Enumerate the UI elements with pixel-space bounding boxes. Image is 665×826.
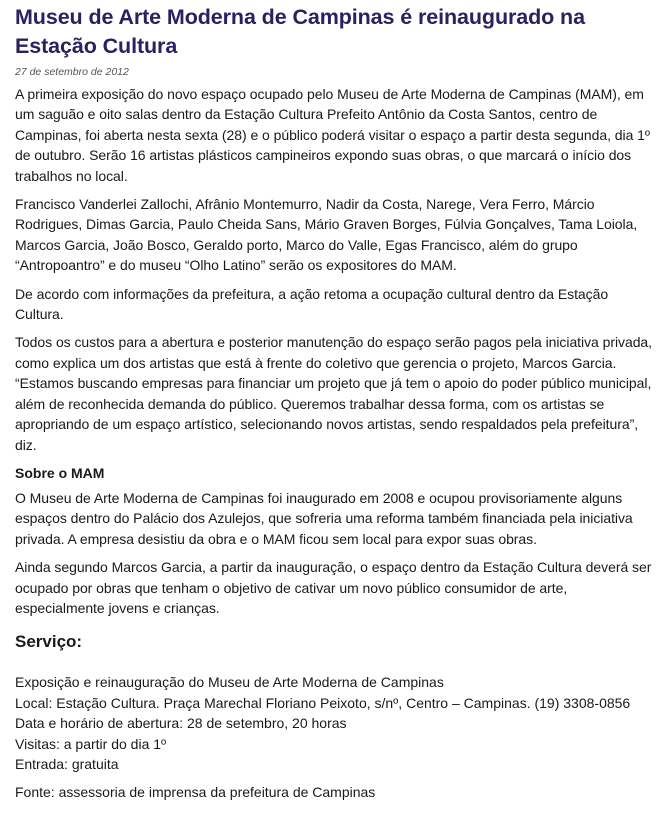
article-source: Fonte: assessoria de imprensa da prefeitura de Campinas xyxy=(15,784,376,801)
service-info-list xyxy=(15,672,660,774)
article-date: 27 de setembro de 2012 xyxy=(15,66,129,78)
article-paragraph: Ainda segundo Marcos Garcia, a partir da inauguração, o espaço dentro da Estação Cultura deverá ser ocupado por obras que tenham o objetivo de cativar um novo público consumidor de arte, especialmente jovens e crianças. xyxy=(15,559,652,616)
service-line-event: Exposição e reinauguração do Museu de Arte Moderna de Campinas xyxy=(15,674,444,691)
article-title: Museu de Arte Moderna de Campinas é reinaugurado na Estação Cultura xyxy=(15,5,585,58)
service-line-admission: Entrada: gratuita xyxy=(15,755,119,772)
section-heading-about: Sobre o MAM xyxy=(15,464,105,481)
article-paragraph: Todos os custos para a abertura e posterior manutenção do espaço serão pagos pela iniciativa privada, como explica um dos artistas que está à frente do coletivo que gerencia o projeto, Marcos Garcia. “Estamos buscando empresas para financiar um projeto que já tem o apoio do poder público municipal, além de reconhecida demanda do público. Queremos trabalhar dessa forma, com os artistas se apropriando de um espaço artístico, selecionando novos artistas, sendo respaldados pela prefeitura”, diz. xyxy=(15,334,653,453)
service-line-location: Local: Estação Cultura. Praça Marechal Floriano Peixoto, s/nº, Centro – Campinas. (19) 3308-0856 xyxy=(15,694,631,711)
article-paragraph: O Museu de Arte Moderna de Campinas foi inaugurado em 2008 e ocupou provisoriamente alguns espaços dentro do Palácio dos Azulejos, que sofreria uma reforma também financiada pela iniciativa privada. A empresa desistiu da obra e o MAM ficou sem local para expor suas obras. xyxy=(15,489,633,547)
service-heading: Serviço: xyxy=(15,632,83,652)
service-line-visits: Visitas: a partir do dia 1º xyxy=(15,735,167,752)
article xyxy=(15,3,660,802)
service-line-opening: Data e horário de abertura: 28 de setembro, 20 horas xyxy=(15,715,347,732)
article-paragraph: De acordo com informações da prefeitura, a ação retoma a ocupação cultural dentro da Estação Cultura. xyxy=(15,285,609,323)
article-paragraph: Francisco Vanderlei Zallochi, Afrânio Montemurro, Nadir da Costa, Narege, Vera Ferro, Márcio Rodrigues, Dimas Garcia, Paulo Cheida Sans, Mário Graven Borges, Fúlvia Gonçalves, Tama Loiola, Marcos Garcia, João Bosco, Geraldo porto, Marco do Valle, Egas Francisco, além do grupo “Antropoantro” e do museu “Olho Latino” serão os expositores do MAM. xyxy=(15,196,638,274)
article-paragraph: A primeira exposição do novo espaço ocupado pelo Museu de Arte Moderna de Campinas (MAM), em um saguão e oito salas dentro da Estação Cultura Prefeito Antônio da Costa Santos, centro de Campinas, foi aberta nesta sexta (28) e o público poderá visitar o espaço a partir desta segunda, dia 1º de outubro. Serão 16 artistas plásticos campineiros expondo suas obras, o que marcará o início dos trabalhos no local. xyxy=(15,86,650,184)
